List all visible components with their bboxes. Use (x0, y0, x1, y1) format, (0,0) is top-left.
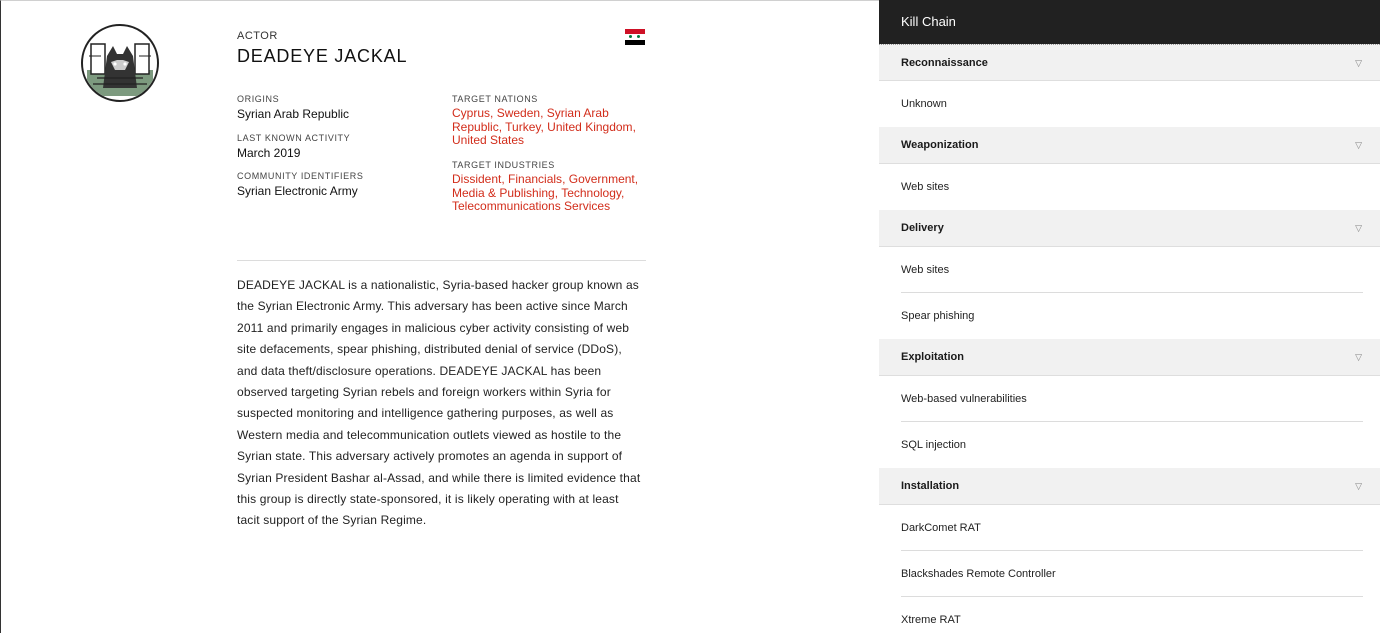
kill-chain-phase-delivery[interactable] (879, 210, 1380, 247)
target-nations-list: Cyprus, Sweden, Syrian Arab Republic, Turkey, United Kingdom, United States (452, 106, 636, 147)
kill-chain-item: Unknown (901, 98, 947, 110)
phase-label: Weaponization (901, 139, 979, 151)
syria-flag-icon (625, 29, 645, 45)
target-industry-link[interactable]: Dissident (452, 172, 502, 186)
target-industries-field (452, 160, 642, 214)
target-nation-link[interactable]: Syrian Arab Republic (452, 106, 609, 134)
actor-name: DEADEYE JACKAL (237, 46, 408, 66)
kill-chain-phase-weaponization[interactable] (879, 127, 1380, 164)
kill-chain-item: Web sites (901, 247, 1363, 293)
target-industry-link[interactable]: Media & Publishing (452, 185, 555, 200)
last-activity-field (237, 133, 350, 160)
section-divider (237, 260, 646, 261)
target-nation-link[interactable]: United States (452, 133, 525, 147)
phase-label: Exploitation (901, 351, 964, 363)
target-industry-link[interactable]: Technology (561, 185, 622, 200)
target-industry-link[interactable]: Telecommunications Services (452, 199, 611, 213)
phase-label: Delivery (901, 222, 944, 234)
chevron-down-icon[interactable]: ▽ (1355, 223, 1362, 233)
origins-field (237, 94, 349, 121)
kill-chain-item: SQL injection (901, 439, 967, 451)
target-industries-label: TARGET INDUSTRIES (452, 160, 555, 170)
phase-label: Reconnaissance (901, 57, 988, 69)
origins-label: ORIGINS (237, 94, 280, 104)
kill-chain-list (879, 44, 1380, 643)
chevron-down-icon[interactable]: ▽ (1355, 140, 1362, 150)
kill-chain-panel (879, 0, 1380, 633)
target-nation-link[interactable]: Sweden (496, 106, 541, 120)
jackal-emblem-icon (83, 26, 157, 100)
kill-chain-item: Spear phishing (901, 310, 975, 322)
kill-chain-item: Xtreme RAT (901, 614, 961, 626)
target-industry-link[interactable]: Government (568, 172, 635, 186)
kill-chain-phase-reconnaissance[interactable] (879, 44, 1380, 81)
chevron-down-icon[interactable]: ▽ (1355, 58, 1362, 68)
actor-description: DEADEYE JACKAL is a nationalistic, Syria-based hacker group known as the Syrian Electronic Army. This adversary has been active since March 2011 and primarily engages in malicious cyber activity consisting of web site defacements, spear phishing, distributed denial of service (DDoS), and data theft/disclosure operations. DEADEYE JACKAL has been observed targeting Syrian rebels and foreign workers within Syria for suspected monitoring and intelligence gathering purposes, as well as Western media and telecommunication outlets viewed as hostile to the Syrian state. This adversary actively promotes an agenda in support of Syrian President Bashar al-Assad, and while there is limited evidence that this group is directly state-sponsored, it is likely operating with at least tacit support of the Syrian Regime. (237, 278, 641, 528)
chevron-down-icon[interactable]: ▽ (1355, 352, 1362, 362)
target-nations-field (452, 94, 642, 148)
community-field (237, 171, 363, 198)
target-industry-link[interactable]: Financials (508, 172, 563, 186)
community-label: COMMUNITY IDENTIFIERS (237, 171, 364, 181)
flag-star-icon (637, 35, 640, 38)
kill-chain-phase-exploitation[interactable] (879, 339, 1380, 376)
origins-value: Syrian Arab Republic (237, 107, 350, 121)
phase-label: Installation (901, 480, 960, 492)
target-nation-link[interactable]: Turkey (505, 119, 541, 134)
flag-star-icon (629, 35, 632, 38)
kill-chain-item: Web-based vulnerabilities (901, 376, 1363, 422)
chevron-down-icon[interactable]: ▽ (1355, 481, 1362, 491)
kill-chain-item: Web sites (901, 181, 950, 193)
last-activity-label: LAST KNOWN ACTIVITY (237, 133, 351, 143)
kill-chain-title: Kill Chain (879, 0, 1380, 44)
actor-avatar (81, 24, 159, 102)
kill-chain-item: Blackshades Remote Controller (901, 551, 1363, 597)
community-value: Syrian Electronic Army (237, 184, 358, 198)
last-activity-value: March 2019 (237, 146, 301, 160)
target-nation-link[interactable]: Cyprus (452, 106, 491, 120)
kill-chain-item: DarkComet RAT (901, 505, 1363, 551)
target-nation-link[interactable]: United Kingdom (547, 119, 633, 134)
kill-chain-phase-installation[interactable] (879, 468, 1380, 505)
target-industries-list: Dissident, Financials, Government, Media & Publishing, Technology, Telecommunications Services (452, 172, 639, 213)
target-nations-label: TARGET NATIONS (452, 94, 538, 104)
actor-type-label: ACTOR (237, 30, 278, 42)
